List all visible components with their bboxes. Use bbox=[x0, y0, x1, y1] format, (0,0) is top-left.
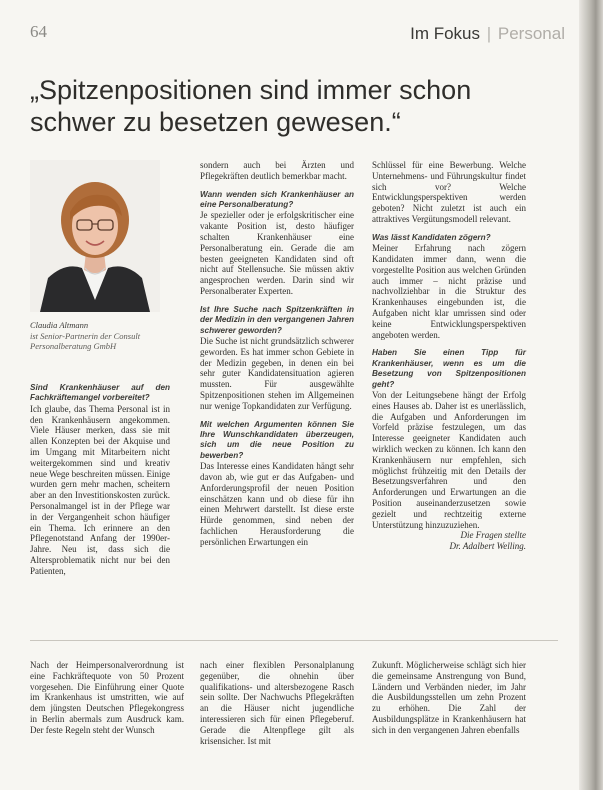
article-column-1 bbox=[30, 660, 184, 736]
article-text: Zukunft. Möglicherweise schlägt sich hier die gemeinsame Anstrengung von Bund, Ländern und Verbänden nieder, im Jahr die Ausbildungsstellen um zehn Prozent zu erhöhen. Die Zahl der Ausbildungsplätze in Krankenhäusern hat sich in den vergangenen Jahren ebenfalls bbox=[372, 660, 526, 735]
page-number: 64 bbox=[30, 22, 47, 41]
question: Haben Sie einen Tipp für Krankenhäuser, wenn es um die Besetzung von Spitzenpositionen geht? bbox=[372, 348, 526, 389]
portrait-photo bbox=[30, 160, 160, 312]
caption-name: Claudia Altmann bbox=[30, 320, 89, 330]
question: Mit welchen Argumenten können Sie Ihre Wunschkandidaten überzeugen, sich um die neue Position zu bewerben? bbox=[200, 419, 354, 460]
answer: Ich glaube, das Thema Personal ist in den Krankenhäusern angekommen. Viele Häuser merken, dass sie mit allen Konzepten bei der Akquise und im Umgang mit Mitarbeitern nicht weitergekommen sind und kreativ neue Wege beschreiten müssen. Einige wurden gern mehr machen, scheitern aber an den Investitionskosten zurück. Personalmangel ist in der Pflege war in der Vergangenheit schon häufiger ein Thema. Ich erinnere an den Pflegenotstand Anfang der 1990er-Jahre. Neu ist, dass sich die Altersproblematik nicht nur bei den Patienten, bbox=[30, 403, 170, 576]
answer: Die Suche ist nicht grundsätzlich schwerer geworden. Es hat immer schon Gebiete in der Medizin gegeben, in denen ein bei sehr guter Kandidatensituation agieren mussten. Für ausgewählte Spitzenpositionen stehen im Allgemeinen nur wenige Topkandidaten zur Verfügung. bbox=[200, 336, 354, 411]
signature-line-1: Die Fragen stellte bbox=[460, 530, 526, 541]
question: Was lässt Kandidaten zögern? bbox=[372, 232, 491, 242]
interview-column-2 bbox=[200, 160, 354, 548]
section-header bbox=[410, 24, 565, 44]
article-text: Nach der Heimpersonalverordnung ist eine Fachkräftequote von 50 Prozent vorgesehen. Die Einführung einer Quote im Krankenhaus ist umstritten, wie auf dem jüngsten Deutschen Pflegekongress in Berlin abermals zum Ausdruck kam. Der feste Regeln steht der Wunsch bbox=[30, 660, 184, 735]
section-separator: | bbox=[486, 24, 492, 43]
answer: Schlüssel für eine Bewerbung. Welche Unternehmens- und Führungskultur findet sich vor? Welche Entwicklungsperspektiven werden geboten? Nicht zuletzt ist auch ein attraktives Vergütungsmodell relevant. bbox=[372, 160, 526, 224]
page-edge-shadow bbox=[579, 0, 603, 790]
section-divider bbox=[30, 640, 558, 641]
caption-role: ist Senior-Partnerin der Consult Personalberatung GmbH bbox=[30, 330, 141, 351]
question: Wann wenden sich Krankenhäuser an eine Personalberatung? bbox=[200, 189, 354, 209]
article-column-2 bbox=[200, 660, 354, 746]
answer: Von der Leitungsebene hängt der Erfolg eines Hauses ab. Daher ist es unerlässlich, die Aufgaben und Anforderungen im Vorfeld präzise festzulegen, um das Interesse geeigneter Kandidaten auch wirklich wecken zu können. Ich kann den Krankenhäusern nur empfehlen, sich möglichst frühzeitig mit den Details der Besetzungsverfahren und den Anforderungen und Erwartungen an die Position auseinanderzusetzen sowie gezielt und rechtzeitig externe Unterstützung hinzuzuziehen. bbox=[372, 389, 526, 530]
question: Ist Ihre Suche nach Spitzenkräften in der Medizin in den vergangenen Jahren schwerer geworden? bbox=[200, 304, 354, 335]
article-column-3 bbox=[372, 660, 526, 736]
article-text: nach einer flexiblen Personalplanung gegenüber, die ohnehin über qualifikations- und altersbezogene Rasch sein sollte. Der Nachwuchs Pflegekräften an die Häuser nicht jugendliche interessieren sich für einen Pflegeberuf. Gerade die Altenpflege gilt als krisensicher. Ist mit bbox=[200, 660, 354, 746]
headline: „Spitzenpositionen sind immer schon schwer zu besetzen gewesen.“ bbox=[30, 75, 472, 137]
photo-caption bbox=[30, 320, 170, 352]
interview-column-1 bbox=[30, 383, 170, 577]
answer: Das Interesse eines Kandidaten hängt sehr davon ab, wie gut er das Aufgaben- und Anforderungsprofil der neuen Position einschätzen kann und ob diese für ihn einen Mehrwert darstellt. Ist diese erste Hürde genommen, sind neben der fachlichen Herausforderung die persönlichen Erwartungen ein bbox=[200, 461, 354, 547]
interview-column-3 bbox=[372, 160, 526, 552]
answer: sondern auch bei Ärzten und Pflegekräften deutlich bemerkbar macht. bbox=[200, 160, 354, 181]
answer: Meiner Erfahrung nach zögern Kandidaten immer dann, wenn die vorgestellte Position aus welchen Gründen auch immer – nicht präzise und nachvollziehbar in die Struktur des Krankenhauses eingebunden ist, die Aufgaben nicht klar umrissen sind oder keine Entwicklungsperspektiven angeboten werden. bbox=[372, 243, 526, 340]
answer: Je spezieller oder je erfolgskritischer eine vakante Position ist, desto häufiger schalten Krankenhäuser eine Personalberatung ein. Gerade die am besten geeigneten Kandidaten sind oft nicht auf Stellensuche. Sie müssen aktiv angesprochen werden. Darin sind wir Personalberater Experten. bbox=[200, 210, 354, 296]
question: Sind Krankenhäuser auf den Fachkräftemangel vorbereitet? bbox=[30, 383, 170, 403]
signature-line-2: Dr. Adalbert Welling. bbox=[449, 541, 526, 552]
section-title: Im Fokus bbox=[410, 24, 480, 43]
section-subtitle: Personal bbox=[497, 24, 565, 43]
